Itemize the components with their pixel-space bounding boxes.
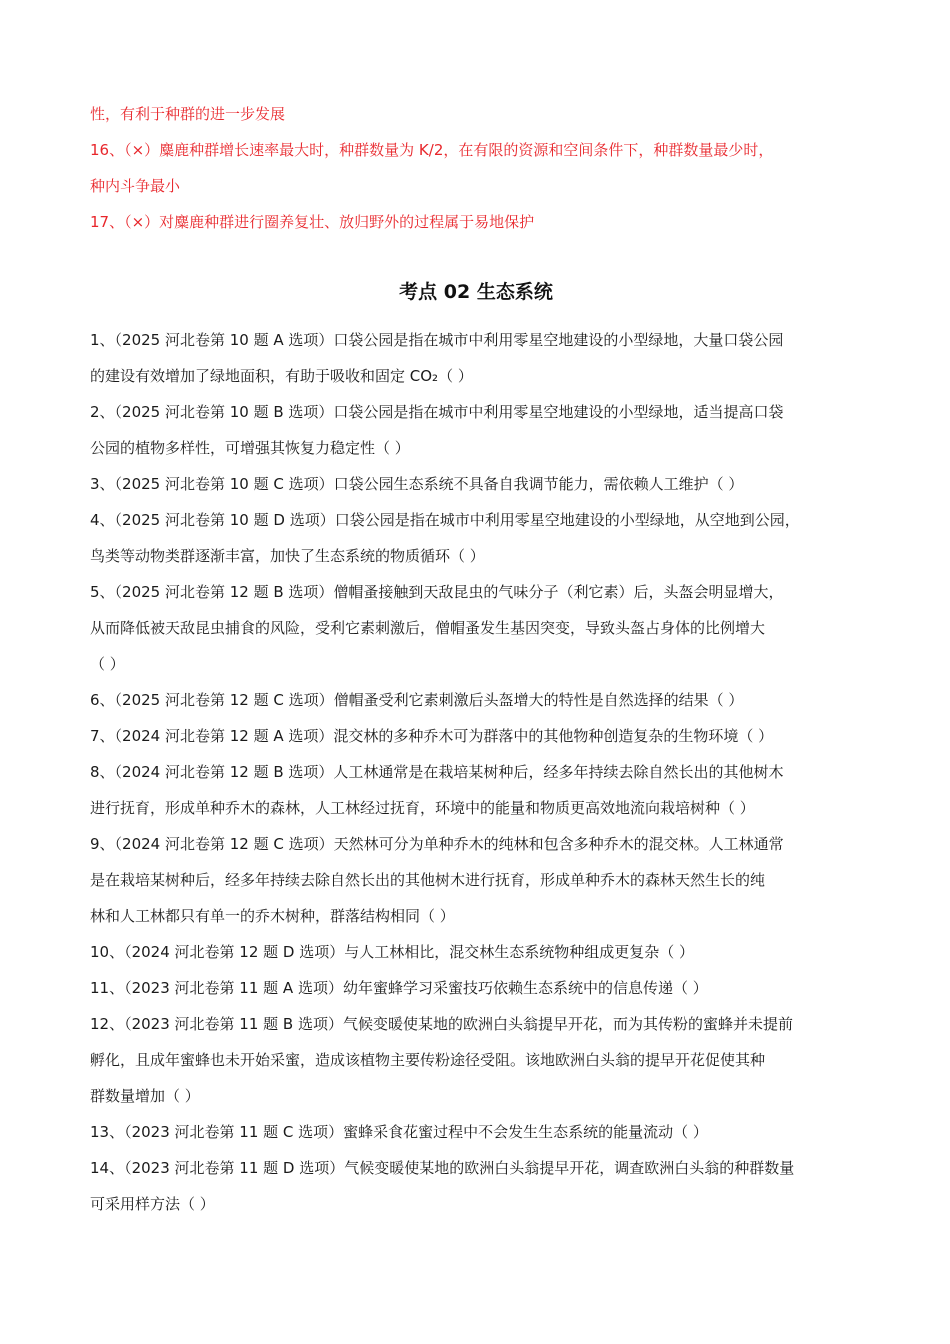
question-item — [90, 466, 862, 502]
answer-line: 性，有利于种群的进一步发展 — [90, 105, 286, 123]
question-line: 12、（2023 河北卷第 11 题 B 选项）气候变暖使某地的欧洲白头翁提早开花，而为其传粉的蜜蜂并未提前 — [90, 1015, 793, 1033]
question-line: 3、（2025 河北卷第 10 题 C 选项）口袋公园生态系统不具备自我调节能力，需依赖人工维护（ ） — [90, 475, 744, 493]
question-line: 孵化，且成年蜜蜂也未开始采蜜，造成该植物主要传粉途径受阻。该地欧洲白头翁的提早开花促使其种 — [90, 1051, 766, 1069]
question-line: 可采用样方法（ ） — [90, 1195, 215, 1213]
question-item — [90, 754, 862, 826]
answer-line: 种内斗争最小 — [90, 177, 181, 195]
question-list — [90, 322, 862, 1222]
question-item — [90, 934, 862, 970]
question-item — [90, 574, 862, 682]
previous-answers — [90, 96, 862, 240]
document-page — [90, 96, 862, 1222]
question-line: 群数量增加（ ） — [90, 1087, 200, 1105]
question-line: 2、（2025 河北卷第 10 题 B 选项）口袋公园是指在城市中利用零星空地建设的小型绿地，适当提高口袋 — [90, 403, 784, 421]
question-item — [90, 1150, 862, 1222]
question-line: 公园的植物多样性，可增强其恢复力稳定性（ ） — [90, 439, 410, 457]
question-item — [90, 718, 862, 754]
answer-line: 16、（×）麋鹿种群增长速率最大时，种群数量为 K/2，在有限的资源和空间条件下，种群数量最少时， — [90, 141, 774, 159]
question-line: 鸟类等动物类群逐渐丰富，加快了生态系统的物质循环（ ） — [90, 547, 485, 565]
question-item — [90, 1006, 862, 1114]
section-title: 考点 02 生态系统 — [399, 281, 553, 303]
question-line: （ ） — [90, 655, 125, 673]
question-item — [90, 682, 862, 718]
question-line: 14、（2023 河北卷第 11 题 D 选项）气候变暖使某地的欧洲白头翁提早开花，调查欧洲白头翁的种群数量 — [90, 1159, 795, 1177]
question-item — [90, 502, 862, 574]
question-line: 是在栽培某树种后，经多年持续去除自然长出的其他树木进行抚育，形成单种乔木的森林天然生长的纯 — [90, 871, 766, 889]
question-line: 进行抚育，形成单种乔木的森林，人工林经过抚育，环境中的能量和物质更高效地流向栽培树种（ ） — [90, 799, 755, 817]
question-item — [90, 826, 862, 934]
question-line: 11、（2023 河北卷第 11 题 A 选项）幼年蜜蜂学习采蜜技巧依赖生态系统中的信息传递（ ） — [90, 979, 708, 997]
question-item — [90, 322, 862, 394]
answer-line: 17、（×）对麋鹿种群进行圈养复壮、放归野外的过程属于易地保护 — [90, 213, 535, 231]
question-line: 林和人工林都只有单一的乔木树种，群落结构相同（ ） — [90, 907, 455, 925]
question-line: 10、（2024 河北卷第 12 题 D 选项）与人工林相比，混交林生态系统物种组成更复杂（ ） — [90, 943, 695, 961]
question-line: 8、（2024 河北卷第 12 题 B 选项）人工林通常是在栽培某树种后，经多年持续去除自然长出的其他树木 — [90, 763, 784, 781]
question-line: 7、（2024 河北卷第 12 题 A 选项）混交林的多种乔木可为群落中的其他物种创造复杂的生物环境（ ） — [90, 727, 774, 745]
question-line: 5、（2025 河北卷第 12 题 B 选项）僧帽蚤接触到天敌昆虫的气味分子（利它素）后，头盔会明显增大， — [90, 583, 784, 601]
question-item — [90, 394, 862, 466]
question-line: 1、（2025 河北卷第 10 题 A 选项）口袋公园是指在城市中利用零星空地建设的小型绿地，大量口袋公园 — [90, 331, 784, 349]
question-line: 4、（2025 河北卷第 10 题 D 选项）口袋公园是指在城市中利用零星空地建设的小型绿地，从空地到公园， — [90, 511, 800, 529]
question-line: 6、（2025 河北卷第 12 题 C 选项）僧帽蚤受利它素刺激后头盔增大的特性是自然选择的结果（ ） — [90, 691, 744, 709]
question-line: 从而降低被天敌昆虫捕食的风险，受利它素刺激后，僧帽蚤发生基因突变，导致头盔占身体的比例增大 — [90, 619, 766, 637]
question-item — [90, 1114, 862, 1150]
question-line: 13、（2023 河北卷第 11 题 C 选项）蜜蜂采食花蜜过程中不会发生生态系统的能量流动（ ） — [90, 1123, 708, 1141]
question-line: 9、（2024 河北卷第 12 题 C 选项）天然林可分为单种乔木的纯林和包含多种乔木的混交林。人工林通常 — [90, 835, 784, 853]
question-line: 的建设有效增加了绿地面积，有助于吸收和固定 CO₂（ ） — [90, 367, 473, 385]
question-item — [90, 970, 862, 1006]
